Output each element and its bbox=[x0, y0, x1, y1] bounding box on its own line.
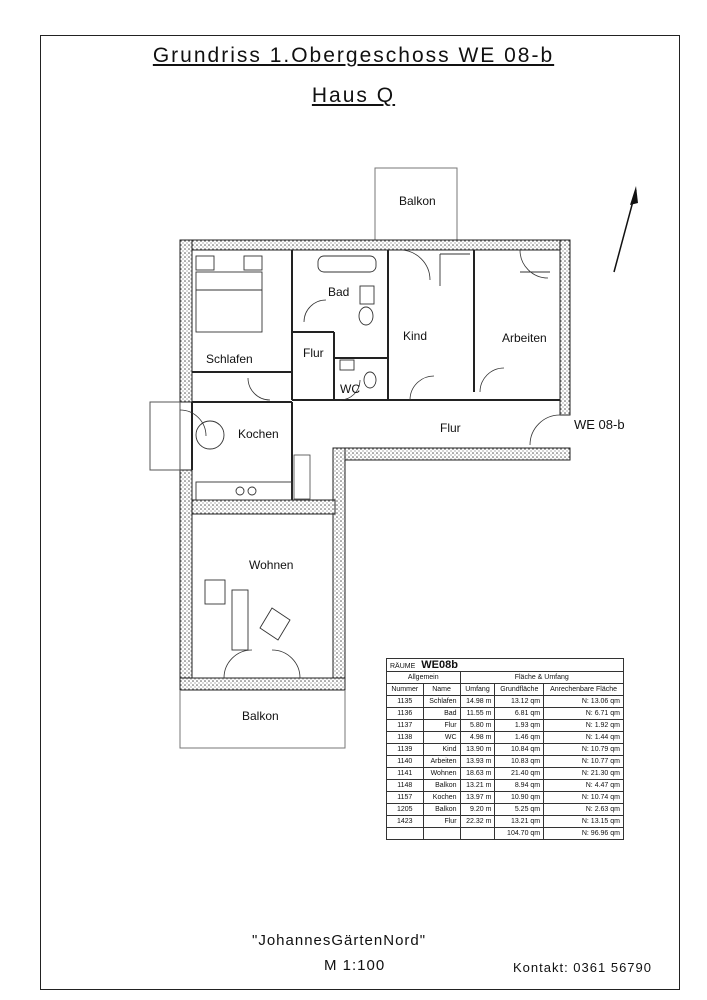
cell-name: Bad bbox=[423, 708, 460, 720]
cell-floor-area: 1.46 qm bbox=[495, 732, 544, 744]
cell-number: 1141 bbox=[387, 768, 424, 780]
cell-net-area: N: 6.71 qm bbox=[544, 708, 624, 720]
group-header-general: Allgemein bbox=[387, 672, 461, 684]
cell-net-area: N: 13.06 qm bbox=[544, 696, 624, 708]
cell-name: Arbeiten bbox=[423, 756, 460, 768]
cell-number: 1136 bbox=[387, 708, 424, 720]
house-title: Haus Q bbox=[311, 84, 396, 107]
washbasin-icon bbox=[360, 286, 374, 304]
cell-name: Kind bbox=[423, 744, 460, 756]
cell-number: 1157 bbox=[387, 792, 424, 804]
table-row bbox=[387, 804, 624, 816]
cell-floor-area: 8.94 qm bbox=[495, 780, 544, 792]
armchair-icon bbox=[205, 580, 225, 604]
cell-perimeter: 13.21 m bbox=[460, 780, 495, 792]
room-label-flur-main: Flur bbox=[440, 421, 461, 435]
sofa-icon bbox=[232, 590, 248, 650]
contact-label: Kontakt: 0361 56790 bbox=[513, 960, 652, 975]
outer-walls bbox=[180, 240, 570, 690]
closet-icon bbox=[294, 455, 310, 499]
table-row bbox=[387, 696, 624, 708]
kitchen-balcony-outline bbox=[150, 402, 180, 470]
room-label-bad: Bad bbox=[328, 285, 350, 299]
cell-number: 1139 bbox=[387, 744, 424, 756]
wc-sink-icon bbox=[340, 360, 354, 370]
table-row bbox=[387, 756, 624, 768]
group-header-area: Fläche & Umfang bbox=[460, 672, 623, 684]
room-label-kind: Kind bbox=[403, 329, 428, 343]
cell-number: 1205 bbox=[387, 804, 424, 816]
room-label-wc: WC bbox=[340, 382, 360, 396]
cell-name: Wohnen bbox=[423, 768, 460, 780]
room-label-balkon-bottom: Balkon bbox=[242, 709, 279, 723]
table-row bbox=[387, 780, 624, 792]
unit-label: WE 08-b bbox=[574, 417, 625, 432]
cell-floor-area: 10.84 qm bbox=[495, 744, 544, 756]
cell-net-area: N: 10.79 qm bbox=[544, 744, 624, 756]
cell-number: 1138 bbox=[387, 732, 424, 744]
room-label-schlafen: Schlafen bbox=[206, 352, 253, 366]
cell-number: 1137 bbox=[387, 720, 424, 732]
cell-net-area: N: 96.96 qm bbox=[544, 828, 624, 840]
coffee-table-icon bbox=[260, 608, 290, 640]
cell-perimeter: 14.98 m bbox=[460, 696, 495, 708]
cell-net-area: N: 1.92 qm bbox=[544, 720, 624, 732]
cell-number: 1423 bbox=[387, 816, 424, 828]
cell-number: 1148 bbox=[387, 780, 424, 792]
project-name: "JohannesGärtenNord" bbox=[252, 932, 427, 949]
cell-name: Flur bbox=[423, 816, 460, 828]
nightstand-icon bbox=[196, 256, 214, 270]
col-header-number: Nummer bbox=[387, 684, 424, 696]
cell-floor-area: 13.12 qm bbox=[495, 696, 544, 708]
cell-net-area: N: 2.63 qm bbox=[544, 804, 624, 816]
cell-floor-area: 104.70 qm bbox=[495, 828, 544, 840]
table-row bbox=[387, 708, 624, 720]
cell-net-area: N: 13.15 qm bbox=[544, 816, 624, 828]
table-row bbox=[387, 720, 624, 732]
cell-name bbox=[423, 828, 460, 840]
cell-perimeter: 22.32 m bbox=[460, 816, 495, 828]
cell-number: 1135 bbox=[387, 696, 424, 708]
cell-perimeter bbox=[460, 828, 495, 840]
toilet-icon bbox=[359, 307, 373, 325]
room-label-arbeiten: Arbeiten bbox=[502, 331, 547, 345]
col-header-net-area: Anrechenbare Fläche bbox=[544, 684, 624, 696]
north-arrow-icon bbox=[614, 186, 638, 272]
rooms-table-title bbox=[387, 659, 624, 672]
rooms-table-code: WE08b bbox=[421, 659, 458, 671]
bathtub-icon bbox=[318, 256, 376, 272]
col-header-floor-area: Grundfläche bbox=[495, 684, 544, 696]
table-row bbox=[387, 744, 624, 756]
cell-perimeter: 4.98 m bbox=[460, 732, 495, 744]
plan-title: Grundriss 1.Obergeschoss WE 08-b bbox=[152, 44, 555, 67]
table-row bbox=[387, 816, 624, 828]
wc-toilet-icon bbox=[364, 372, 376, 388]
cell-net-area: N: 10.74 qm bbox=[544, 792, 624, 804]
cell-perimeter: 9.20 m bbox=[460, 804, 495, 816]
cell-net-area: N: 21.30 qm bbox=[544, 768, 624, 780]
table-row bbox=[387, 732, 624, 744]
table-row bbox=[387, 792, 624, 804]
cell-floor-area: 1.93 qm bbox=[495, 720, 544, 732]
cell-floor-area: 5.25 qm bbox=[495, 804, 544, 816]
cell-perimeter: 13.97 m bbox=[460, 792, 495, 804]
cell-name: Flur bbox=[423, 720, 460, 732]
cell-perimeter: 13.90 m bbox=[460, 744, 495, 756]
dining-table-icon bbox=[196, 421, 224, 449]
cell-net-area: N: 1.44 qm bbox=[544, 732, 624, 744]
col-header-perimeter: Umfang bbox=[460, 684, 495, 696]
door-swings bbox=[180, 250, 560, 678]
cell-perimeter: 18.63 m bbox=[460, 768, 495, 780]
bed-icon bbox=[196, 272, 262, 332]
cell-number bbox=[387, 828, 424, 840]
cell-floor-area: 6.81 qm bbox=[495, 708, 544, 720]
room-label-balkon-top: Balkon bbox=[399, 194, 436, 208]
cell-name: Kochen bbox=[423, 792, 460, 804]
cell-perimeter: 5.80 m bbox=[460, 720, 495, 732]
room-label-wohnen: Wohnen bbox=[249, 558, 294, 572]
cell-name: WC bbox=[423, 732, 460, 744]
cell-floor-area: 10.90 qm bbox=[495, 792, 544, 804]
cell-perimeter: 11.55 m bbox=[460, 708, 495, 720]
cell-number: 1140 bbox=[387, 756, 424, 768]
interior-walls bbox=[192, 250, 560, 500]
cell-name: Balkon bbox=[423, 804, 460, 816]
cell-name: Balkon bbox=[423, 780, 460, 792]
cell-net-area: N: 10.77 qm bbox=[544, 756, 624, 768]
rooms-table-label: RÄUME bbox=[390, 663, 416, 670]
cell-floor-area: 10.83 qm bbox=[495, 756, 544, 768]
cell-net-area: N: 4.47 qm bbox=[544, 780, 624, 792]
rooms-table bbox=[386, 658, 624, 840]
room-label-flur-small: Flur bbox=[303, 346, 324, 360]
cell-name: Schlafen bbox=[423, 696, 460, 708]
room-label-kochen: Kochen bbox=[238, 427, 279, 441]
cell-floor-area: 21.40 qm bbox=[495, 768, 544, 780]
cell-perimeter: 13.93 m bbox=[460, 756, 495, 768]
cell-floor-area: 13.21 qm bbox=[495, 816, 544, 828]
table-row bbox=[387, 768, 624, 780]
scale-label: M 1:100 bbox=[324, 957, 386, 974]
table-total-row bbox=[387, 828, 624, 840]
col-header-name: Name bbox=[423, 684, 460, 696]
